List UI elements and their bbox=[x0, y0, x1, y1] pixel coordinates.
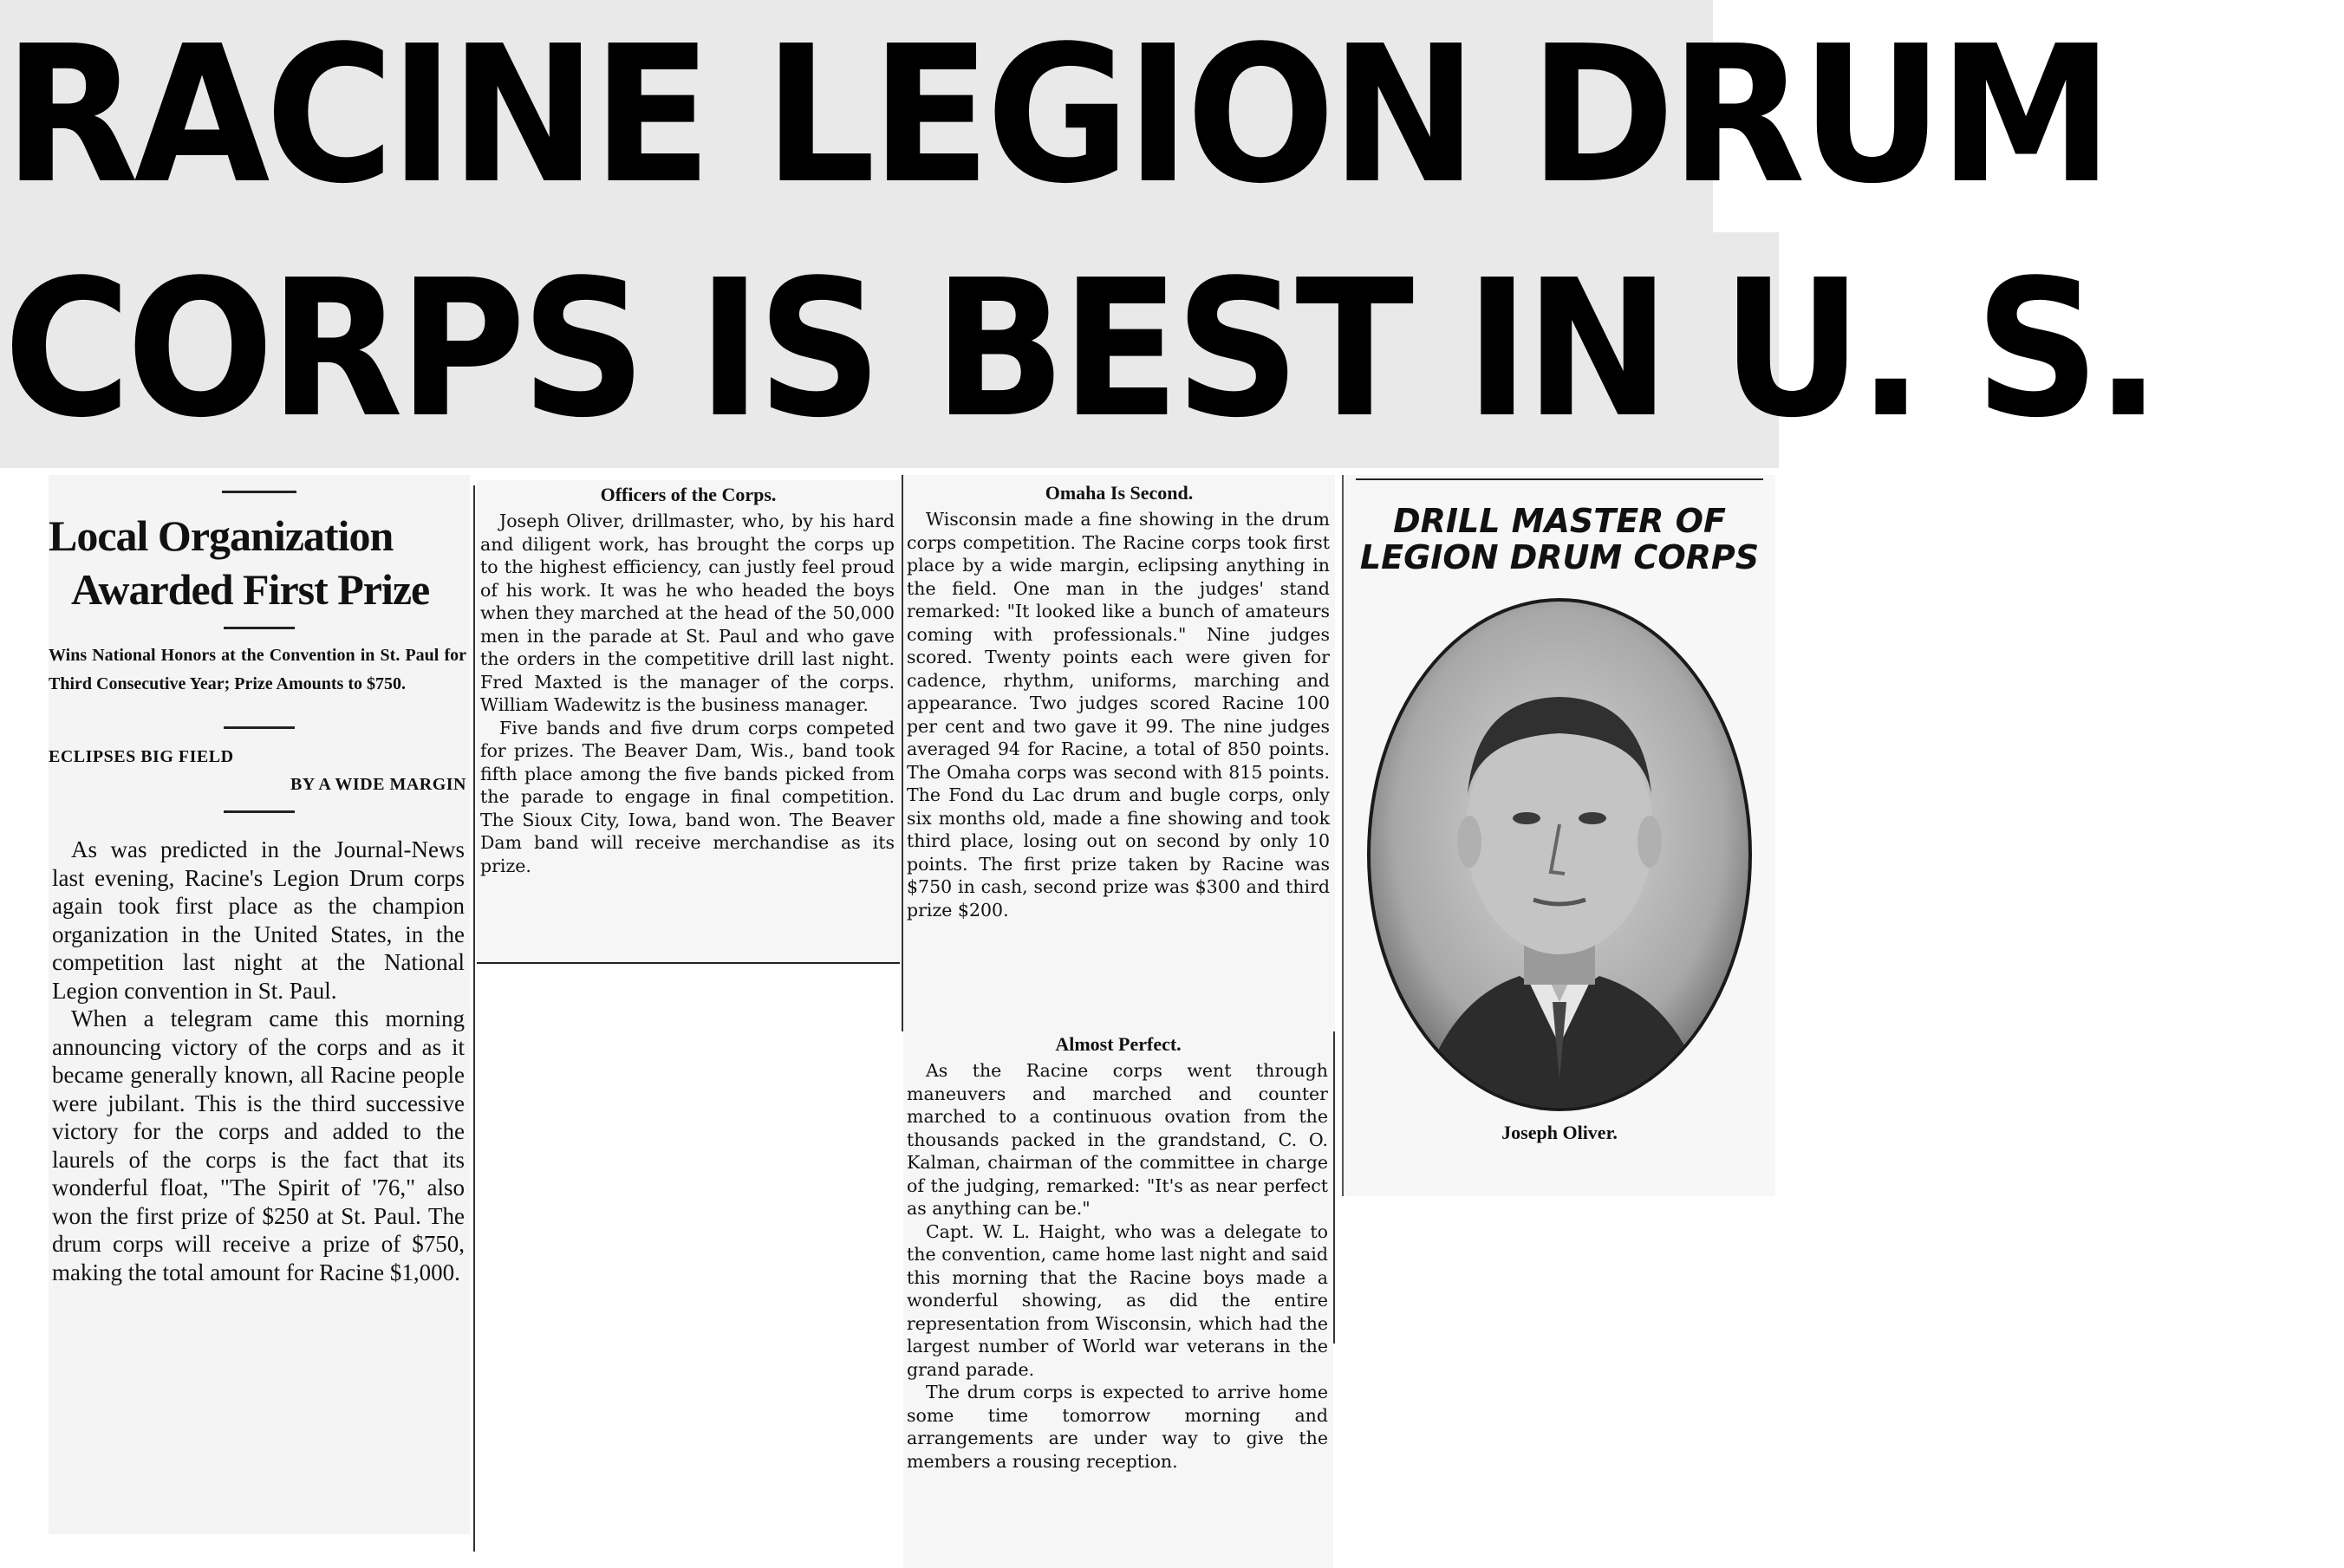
photo-heading bbox=[1344, 503, 1775, 576]
column-rule bbox=[224, 627, 295, 629]
paragraph: Joseph Oliver, drillmaster, who, by his hard and diligent work, has brought the corps up to the highest efficiency, can justly feel proud of his work. It was he who headed the boys when they marched at the head of the 50,000 men in the parade at St. Paul and who gave the orders in the competitive drill last night. Fred Maxted is the manager of the corps. William Wadewitz is the business manager. bbox=[480, 511, 895, 715]
portrait-eye-left bbox=[1513, 812, 1540, 824]
paragraph: Capt. W. L. Haight, who was a delegate to the convention, came home last night and said this morning that the Racine boys made a wonderful showing, as did the entire representation from Wisconsin, which had the largest number of World war veterans in the grand parade. bbox=[907, 1220, 1328, 1380]
portrait-photo bbox=[1364, 595, 1755, 1115]
photo-column bbox=[1342, 475, 1775, 1196]
headline-line-1 bbox=[0, 0, 2109, 232]
caps-deck-line-2: BY A WIDE MARGIN bbox=[290, 775, 466, 794]
column-rule bbox=[224, 726, 295, 729]
subhead-officers: Officers of the Corps. bbox=[600, 484, 777, 505]
deck-subheadline: Wins National Honors at the Convention in St. Paul for Third Consecutive Year; Prize Amounts to $750. bbox=[49, 646, 466, 693]
portrait-ear-left bbox=[1457, 816, 1481, 868]
column-divider bbox=[1333, 1031, 1335, 1344]
subhead-almost-perfect: Almost Perfect. bbox=[1055, 1033, 1182, 1055]
column-rule bbox=[1356, 478, 1763, 480]
photo-caption: Joseph Oliver. bbox=[1501, 1122, 1618, 1143]
caps-deck bbox=[49, 743, 470, 798]
paragraph: As was predicted in the Journal-News last evening, Racine's Legion Drum corps again took first place as the champion organization in the United States, in the competition last night at the National Legion convention in St. Paul. bbox=[52, 836, 465, 1004]
column-rule bbox=[222, 491, 296, 493]
column-rule bbox=[224, 810, 295, 813]
deck-headline bbox=[49, 509, 470, 616]
article-body bbox=[903, 508, 1335, 921]
article-body bbox=[477, 510, 900, 877]
headline-line-2-text: CORPS IS BEST IN U. S. bbox=[3, 240, 2157, 459]
paragraph: Wisconsin made a fine showing in the drum corps competition. The Racine corps took first place by a wide margin, eclipsing anything in the field. One man in the judges' stand remarked: "It looked like a bunch of amateurs coming with professionals." Nine judges scored. Twenty points each were given for cadence, rhythm, uniforms, marching and appearance. Two judges scored Racine 100 per cent and two gave it 99. The nine judges averaged 94 for Racine, a total of 850 points. The Omaha corps was second with 815 points. The Fond du Lac drum and bugle corps, only six months old, made a fine showing and took third place, losing out on second by only 10 points. The first prize taken by Racine was $750 in cash, second prize was $300 and third prize $200. bbox=[907, 509, 1330, 921]
article-column-4 bbox=[903, 1031, 1333, 1568]
article-body bbox=[49, 836, 470, 1286]
photo-heading-line-1: DRILL MASTER OF bbox=[1393, 502, 1726, 540]
portrait-eye-right bbox=[1579, 812, 1606, 824]
caps-deck-line-1: ECLIPSES BIG FIELD bbox=[49, 747, 234, 766]
article-column-3 bbox=[903, 475, 1335, 1031]
article-column-1 bbox=[49, 475, 470, 1534]
headline-line-1-text: RACINE LEGION DRUM bbox=[3, 6, 2109, 225]
column-divider bbox=[473, 485, 475, 1552]
paragraph: When a telegram came this morning announcing victory of the corps and as it became generally known, all Racine people were jubilant. This is the third successive victory for the corps and added to the laurels of the corps is the fact that its wonderful float, "The Spirit of '76," also won the first prize of $250 at St. Paul. The drum corps will receive a prize of $750, making the total amount for Racine $1,000. bbox=[52, 1005, 465, 1285]
article-body bbox=[903, 1059, 1333, 1473]
deck-headline-line-1: Local Organization bbox=[49, 511, 394, 560]
paragraph: The drum corps is expected to arrive home some time tomorrow morning and arrangements are under way to give the members a rousing reception. bbox=[907, 1382, 1328, 1472]
article-column-2 bbox=[477, 480, 900, 964]
paragraph: As the Racine corps went through maneuvers and marched and counter marched to a continuous ovation from the thousands packed in the grandstand, C. O. Kalman, chairman of the committee in charge of the judging, remarked: "It's as near perfect as anything can be." bbox=[907, 1060, 1328, 1219]
subhead-omaha: Omaha Is Second. bbox=[1045, 482, 1194, 504]
paragraph: Five bands and five drum corps competed for prizes. The Beaver Dam, Wis., band took fifth place among the five bands picked from the parade to engage in final competition. The Sioux City, Iowa, band won. The Beaver Dam band will receive merchandise as its prize. bbox=[480, 717, 895, 876]
deck-headline-line-2: Awarded First Prize bbox=[71, 565, 430, 614]
photo-heading-line-2: LEGION DRUM CORPS bbox=[1359, 538, 1760, 576]
headline-line-2 bbox=[0, 232, 2157, 468]
portrait-ear-right bbox=[1638, 816, 1662, 868]
